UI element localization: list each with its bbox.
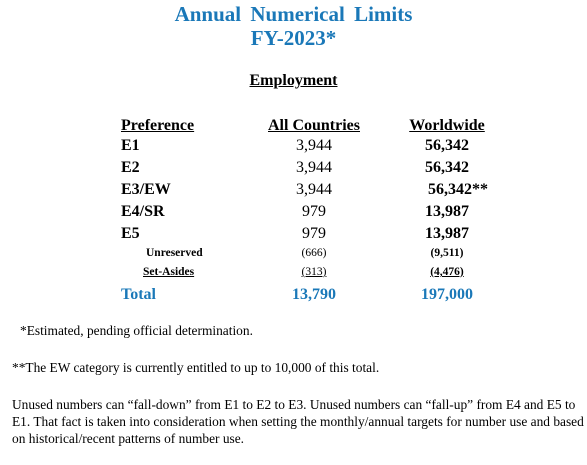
row-preference: E4/SR [121, 203, 165, 220]
row-all-countries: 979 [302, 225, 326, 242]
total-all-countries: 13,790 [292, 286, 336, 303]
footnote-estimated: *Estimated, pending official determination. [20, 323, 253, 338]
row-worldwide: 13,987 [425, 225, 469, 242]
page-subtitle-fiscal-year: FY-2023* [250, 26, 337, 50]
row-all-countries: 3,944 [296, 159, 332, 176]
section-heading-employment: Employment [249, 72, 338, 89]
row-worldwide: 56,342 [425, 159, 469, 176]
subrow-all-countries: (313) [301, 266, 327, 278]
subrow-preference: Unreserved [146, 247, 203, 259]
subrow-worldwide: (9,511) [430, 247, 464, 259]
total-label: Total [121, 286, 156, 303]
page-title: Annual Numerical Limits [174, 2, 413, 26]
subrow-all-countries: (666) [301, 247, 327, 259]
header-preference: Preference [121, 117, 195, 134]
row-worldwide: 56,342 [425, 137, 469, 154]
subrow-worldwide: (4,476) [430, 266, 464, 278]
subrow-preference: Set-Asides [143, 266, 195, 278]
row-worldwide: 13,987 [425, 203, 469, 220]
row-all-countries: 3,944 [296, 137, 332, 154]
header-all-countries: All Countries [268, 117, 360, 134]
row-all-countries: 979 [302, 203, 326, 220]
note-unused-numbers: Unused numbers can “fall-down” from E1 to E2 to E3. Unused numbers can “fall-up” from E4 and E5 to E1. That fact is taken into consideration when setting the monthly/annual targets for number use and based on historical/recent patterns of number use. [12, 397, 584, 446]
row-worldwide: 56,342** [428, 181, 488, 198]
row-all-countries: 3,944 [296, 181, 332, 198]
row-preference: E5 [121, 225, 140, 242]
row-preference: E3/EW [121, 181, 171, 198]
footnote-ew-category: **The EW category is currently entitled to up to 10,000 of this total. [12, 360, 380, 375]
total-worldwide: 197,000 [421, 286, 473, 303]
row-preference: E1 [121, 137, 140, 154]
header-worldwide: Worldwide [409, 117, 485, 134]
row-preference: E2 [121, 159, 140, 176]
subrow-preference-wrap [121, 265, 194, 279]
